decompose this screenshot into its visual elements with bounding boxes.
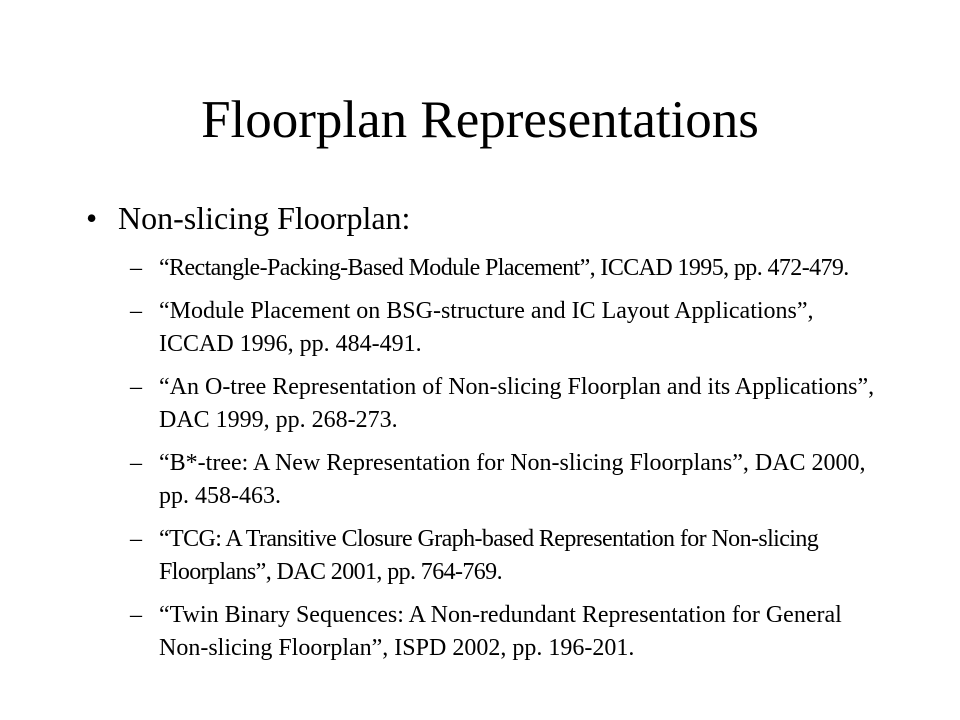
- reference-list: [130, 252, 890, 675]
- reference-item: [130, 371, 890, 437]
- dash-symbol: –: [130, 602, 142, 628]
- reference-text: “An O-tree Representation of Non-slicing Floorplan and its Applications”, DAC 1999, pp. 268-273.: [159, 374, 875, 433]
- reference-text: “TCG: A Transitive Closure Graph-based Representation for Non-slicing Floorplans”, DAC 2001, pp. 764-769.: [159, 526, 819, 585]
- slide-title: Floorplan Representations: [201, 91, 759, 149]
- dash-symbol: –: [130, 450, 142, 476]
- bullet-label: Non-slicing Floorplan:: [118, 200, 411, 236]
- reference-text: “B*-tree: A New Representation for Non-slicing Floorplans”, DAC 2000, pp. 458-463.: [159, 450, 866, 509]
- reference-text: “Module Placement on BSG-structure and IC Layout Applications”, ICCAD 1996, pp. 484-491.: [159, 298, 814, 357]
- bullet-symbol: •: [86, 200, 98, 236]
- dash-symbol: –: [130, 255, 142, 281]
- dash-symbol: –: [130, 374, 142, 400]
- reference-item: [130, 252, 890, 285]
- reference-item: [130, 447, 890, 513]
- reference-text: “Rectangle-Packing-Based Module Placement”, ICCAD 1995, pp. 472-479.: [159, 255, 849, 281]
- reference-text: “Twin Binary Sequences: A Non-redundant Representation for General Non-slicing Floorplan”, ISPD 2002, pp. 196-201.: [159, 602, 842, 661]
- reference-item: [130, 599, 890, 665]
- dash-symbol: –: [130, 526, 142, 552]
- dash-symbol: –: [130, 298, 142, 324]
- reference-item: [130, 295, 890, 361]
- reference-item: [130, 523, 890, 589]
